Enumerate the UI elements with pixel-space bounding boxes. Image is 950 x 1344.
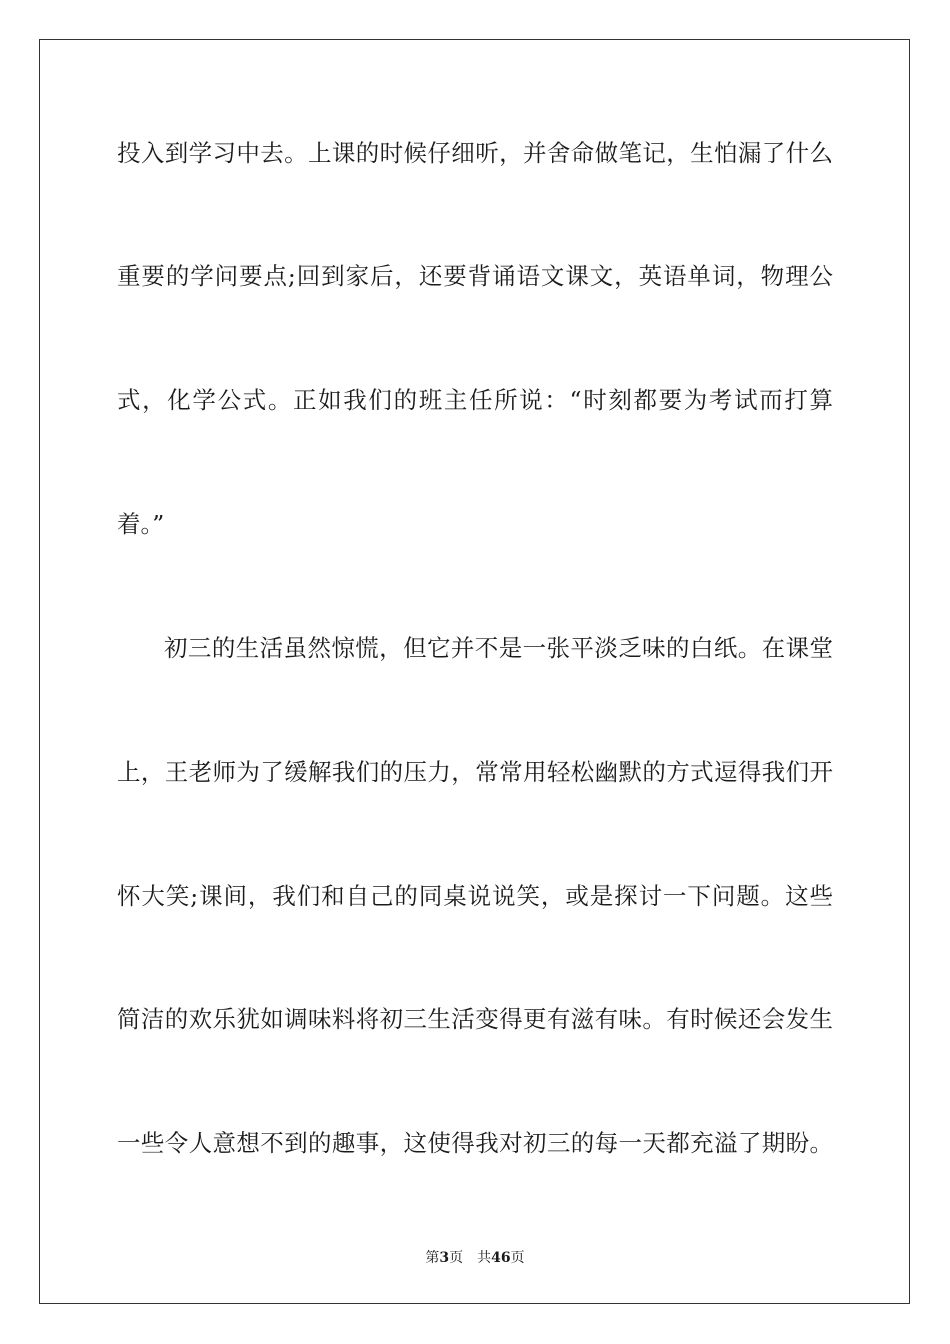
footer-page-number: 3 <box>439 1250 450 1266</box>
body-line-2: 重要的学问要点;回到家后，还要背诵语文课文，英语单词，物理公 <box>117 262 833 290</box>
footer-page-prefix: 第 <box>425 1250 440 1266</box>
body-line-3: 式，化学公式。正如我们的班主任所说：“时刻都要为考试而打算 <box>117 386 833 414</box>
body-line-7: 怀大笑;课间，我们和自己的同桌说说笑，或是探讨一下问题。这些 <box>117 882 833 910</box>
body-line-6: 上，王老师为了缓解我们的压力，常常用轻松幽默的方式逗得我们开 <box>117 758 833 786</box>
footer-page-suffix: 页 <box>449 1250 464 1266</box>
footer-total-pages: 46 <box>491 1250 511 1266</box>
page-border <box>39 39 910 1304</box>
body-line-9: 一些令人意想不到的趣事，这使得我对初三的每一天都充溢了期盼。 <box>117 1129 833 1157</box>
footer-total-suffix: 页 <box>510 1250 525 1266</box>
body-line-5: 初三的生活虽然惊慌，但它并不是一张平淡乏味的白纸。在课堂 <box>164 634 833 662</box>
page-footer <box>0 1249 950 1267</box>
body-line-1: 投入到学习中去。上课的时候仔细听，并舍命做笔记，生怕漏了什么 <box>117 139 833 167</box>
body-line-8: 简洁的欢乐犹如调味料将初三生活变得更有滋有味。有时候还会发生 <box>117 1005 833 1033</box>
footer-total-prefix: 共 <box>477 1250 492 1266</box>
body-line-4: 着。” <box>117 510 165 538</box>
